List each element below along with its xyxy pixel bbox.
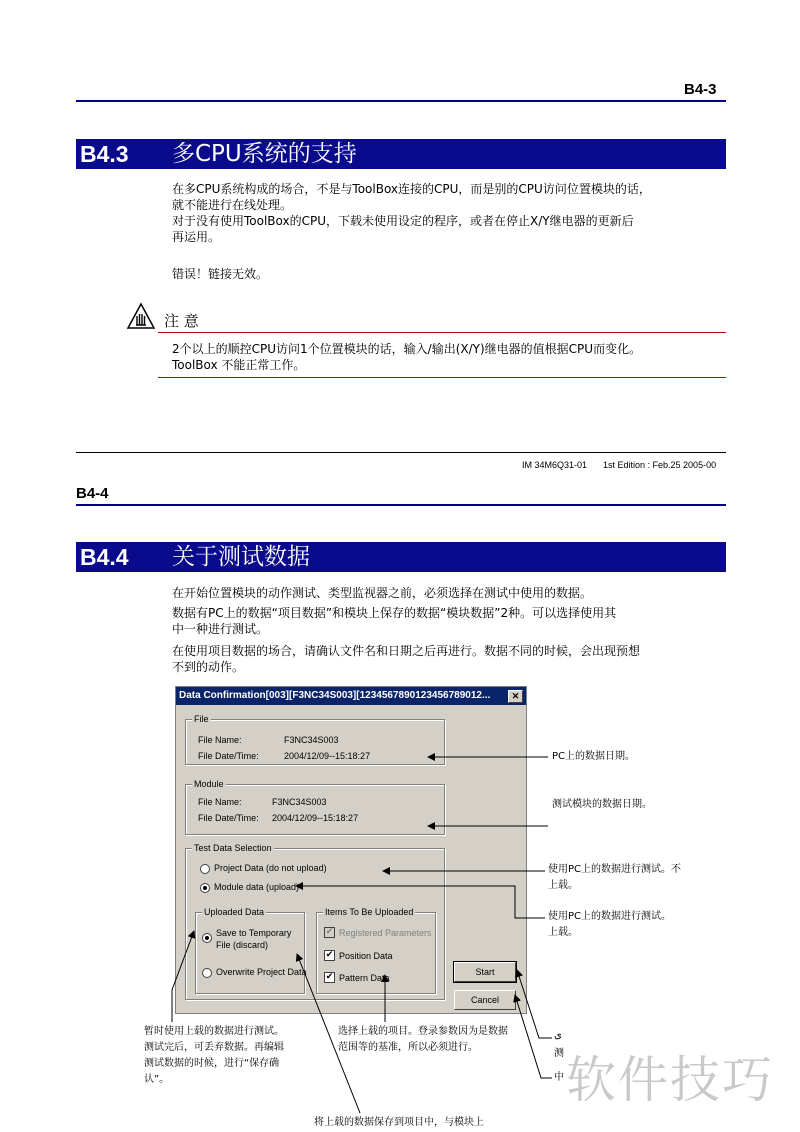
text-line: 在多CPU系统构成的场合，不是与ToolBox连接的CPU，而是别的CPU访问位置模块的话， xyxy=(172,182,651,196)
group-label: Items To Be Uploaded xyxy=(325,907,414,917)
text-line: 2个以上的顺控CPU访问1个位置模块的话，输入/输出(X/Y)继电器的值根据CPU而变化。 xyxy=(172,342,642,356)
checkbox-registered-label: Registered Parameters xyxy=(339,928,432,938)
annotation-module-date: 测试模块的数据日期。 xyxy=(552,799,652,810)
section-title: 多CPU系统的支持 xyxy=(172,141,357,167)
radio-module-label: Module data (upload) xyxy=(214,882,300,892)
watermark: 软件技巧 xyxy=(566,1051,774,1109)
checkbox-pattern-data[interactable]: ✔ xyxy=(325,972,334,982)
text-line: 上载。 xyxy=(548,927,578,938)
group-label: Test Data Selection xyxy=(194,843,272,853)
checkbox-pattern-label: Pattern Data xyxy=(339,973,390,983)
footer-doc-number: IM 34M6Q31-01 xyxy=(522,460,588,470)
text-line: 暂时使用上载的数据进行测试。 xyxy=(144,1026,284,1037)
start-button[interactable]: Start xyxy=(454,962,516,982)
module-date-value: 2004/12/09--15:18:27 xyxy=(272,813,359,823)
text-line: 认”。 xyxy=(144,1074,170,1085)
radio-project-label: Project Data (do not upload) xyxy=(214,863,327,873)
text-line: 范围等的基准，所以必须进行。 xyxy=(338,1042,478,1053)
section-number: B4.4 xyxy=(80,544,129,570)
paragraph-test-data-1: 在开始位置模块的动作测试、类型监视器之前，必须选择在测试中使用的数据。 xyxy=(172,586,593,600)
module-date-label: File Date/Time: xyxy=(198,813,259,823)
text-line: Save to Temporary xyxy=(216,928,292,938)
section-number: B4.3 xyxy=(80,141,129,167)
text-line: 选择上载的项目。登录参数因为是数据 xyxy=(338,1026,508,1037)
text-line: File (discard) xyxy=(216,940,269,950)
annotation-use-pc-no-upload xyxy=(548,862,681,894)
text-line: 在使用项目数据的场合，请确认文件名和日期之后再进行。数据不同的时候，会出现预想 xyxy=(172,644,641,658)
text-line: 测试数据的时候，进行“保存确 xyxy=(144,1058,280,1069)
file-name-label: File Name: xyxy=(198,735,242,745)
dialog-title: Data Confirmation[003][F3NC34S003][1234567890123456789012... xyxy=(179,690,491,701)
annotation-use-pc-upload xyxy=(548,909,671,941)
annotation-cut-1: ی xyxy=(554,1030,562,1041)
error-text: 错误！链接无效。 xyxy=(172,267,269,281)
annotation-cut-3: 中 xyxy=(554,1072,564,1083)
text-line: 上载。 xyxy=(548,880,578,891)
close-icon[interactable]: ✕ xyxy=(508,690,523,703)
page-number-top: B4-3 xyxy=(684,81,717,98)
text-line: 数据有PC上的数据“项目数据”和模块上保存的数据“模块数据”2种。可以选择使用其 xyxy=(172,606,617,620)
module-name-value: F3NC34S003 xyxy=(272,797,327,807)
file-name-value: F3NC34S003 xyxy=(284,735,339,745)
annotation-cut-2: 测 xyxy=(554,1048,564,1059)
text-line: 不到的动作。 xyxy=(172,660,245,674)
cancel-button[interactable]: Cancel xyxy=(454,990,516,1010)
group-label: File xyxy=(194,714,209,724)
radio-overwrite-label: Overwrite Project Data xyxy=(216,967,307,977)
text-line: 中一种进行测试。 xyxy=(172,622,269,636)
checkbox-position-label: Position Data xyxy=(339,951,393,961)
module-name-label: File Name: xyxy=(198,797,242,807)
checkbox-position-data[interactable]: ✔ xyxy=(325,950,334,960)
annotation-bottom: 将上载的数据保存到项目中，与模块上 xyxy=(314,1117,484,1128)
text-line: 测试完后，可丢弃数据。再编辑 xyxy=(144,1042,284,1053)
text-line: 使用PC上的数据进行测试。 xyxy=(548,911,672,922)
file-date-value: 2004/12/09--15:18:27 xyxy=(284,751,371,761)
file-date-label: File Date/Time: xyxy=(198,751,259,761)
page-number-top: B4-4 xyxy=(76,485,109,502)
group-label: Uploaded Data xyxy=(204,907,265,917)
caution-label: 注 意 xyxy=(164,312,199,330)
text-line: 对于没有使用ToolBox的CPU，下载未使用设定的程序，或者在停止X/Y继电器的更新后 xyxy=(172,214,634,228)
checkbox-registered-parameters[interactable]: ✔ xyxy=(325,927,334,937)
footer-edition: 1st Edition : Feb.25 2005-00 xyxy=(603,460,717,470)
annotation-pc-date: PC上的数据日期。 xyxy=(552,751,636,762)
text-line: 使用PC上的数据进行测试。不 xyxy=(548,864,682,875)
annotation-temp-data xyxy=(144,1024,284,1088)
section-title: 关于测试数据 xyxy=(172,544,310,570)
group-label: Module xyxy=(194,779,224,789)
text-line: 再运用。 xyxy=(172,230,221,244)
text-line: 就不能进行在线处理。 xyxy=(172,198,293,212)
text-line: ToolBox 不能正常工作。 xyxy=(172,358,306,372)
annotation-items-upload xyxy=(338,1024,508,1056)
